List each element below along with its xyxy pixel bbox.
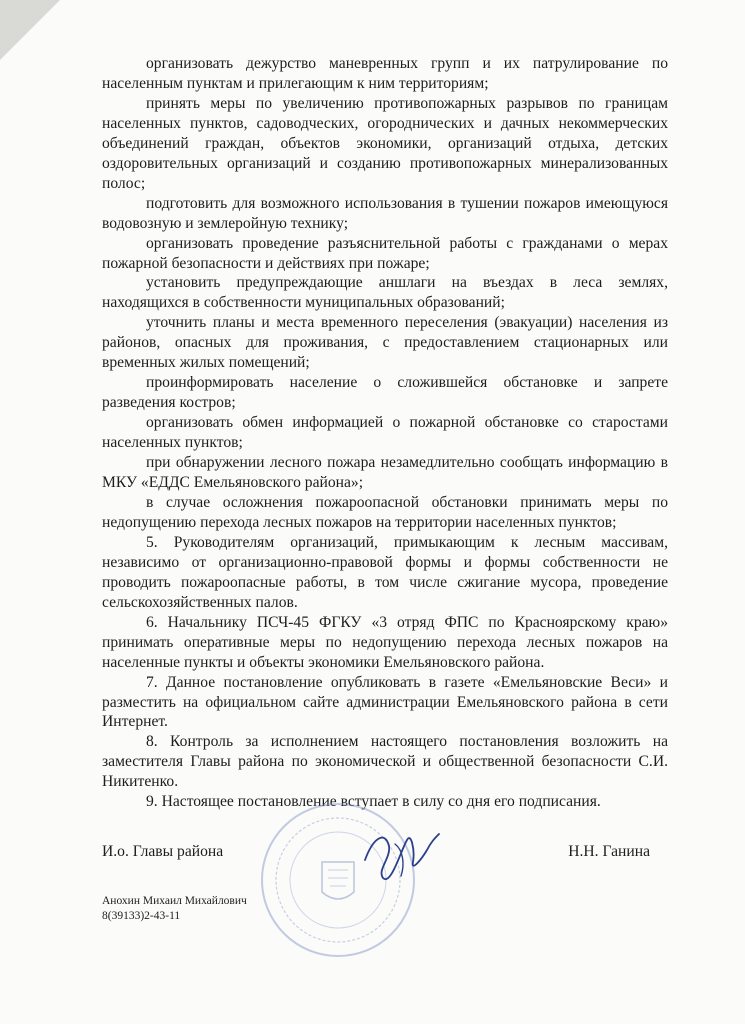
document-body (102, 54, 668, 812)
signatory-position: И.о. Главы района (102, 843, 224, 860)
paragraph-2: принять меры по увеличению противопожарных разрывов по границам населенных пунктов, садоводческих, огороднических и дачных некоммерческих объединений граждан, объектов экономики, организаций отдыха, детских оздоровительных организаций и созданию противопожарных минерализованных полос; (102, 94, 668, 192)
paragraph-item-7: 7. Данное постановление опубликовать в газете «Емельяновские Веси» и разместить на официальном сайте администрации Емельяновского района в сети Интернет. (102, 673, 668, 731)
executor-name: Анохин Михаил Михайлович (102, 895, 247, 907)
paragraph-7: проинформировать население о сложившейся обстановке и запрете разведения костров; (102, 374, 668, 412)
executor-info (102, 894, 247, 924)
folded-corner (0, 0, 60, 60)
paragraph-6: уточнить планы и места временного переселения (эвакуации) населения из районов, опасных для проживания, с предоставлением стационарных или временных жилых помещений; (102, 314, 668, 372)
paragraph-item-5: 5. Руководителям организаций, примыкающим к лесным массивам, независимо от организационно-правовой формы и формы собственности не проводить пожароопасные работы, в том числе сжигание мусора, проведение сельскохозяйственных палов. (102, 533, 668, 611)
paragraph-1: организовать дежурство маневренных групп и их патрулирование по населенным пунктам и прилегающим к ним территориям; (102, 55, 668, 92)
paragraph-item-8: 8. Контроль за исполнением настоящего постановления возложить на заместителя Главы района по экономической и общественной безопасности С.И. Никитенко. (102, 733, 668, 791)
paragraph-5: установить предупреждающие аншлаги на въездах в леса землях, находящихся в собственности муниципальных образований; (102, 274, 668, 312)
paragraph-10: в случае осложнения пожароопасной обстановки принимать меры по недопущению перехода лесных пожаров на территории населенных пунктов; (102, 493, 668, 531)
handwritten-signature (355, 820, 445, 890)
signatory-name: Н.Н. Ганина (568, 843, 650, 860)
paragraph-item-9: 9. Настоящее постановление вступает в силу со дня его подписания. (146, 793, 601, 811)
paragraph-item-6: 6. Начальнику ПСЧ-45 ФГКУ «3 отряд ФПС по Красноярскому краю» принимать оперативные меры по недопущению перехода лесных пожаров на населенные пункты и объекты экономики Емельяновского района. (102, 613, 668, 671)
paragraph-4: организовать проведение разъяснительной работы с гражданами о мерах пожарной безопасности и действиях при пожаре; (102, 234, 668, 272)
executor-phone: 8(39133)2-43-11 (102, 910, 181, 922)
paragraph-8: организовать обмен информацией о пожарной обстановке со старостами населенных пунктов; (102, 414, 668, 452)
paragraph-3: подготовить для возможного использования в тушении пожаров имеющуюся водовозную и землеройную технику; (102, 194, 668, 232)
paragraph-9: при обнаружении лесного пожара незамедлительно сообщать информацию в МКУ «ЕДДС Емельяновского района»; (102, 454, 668, 492)
